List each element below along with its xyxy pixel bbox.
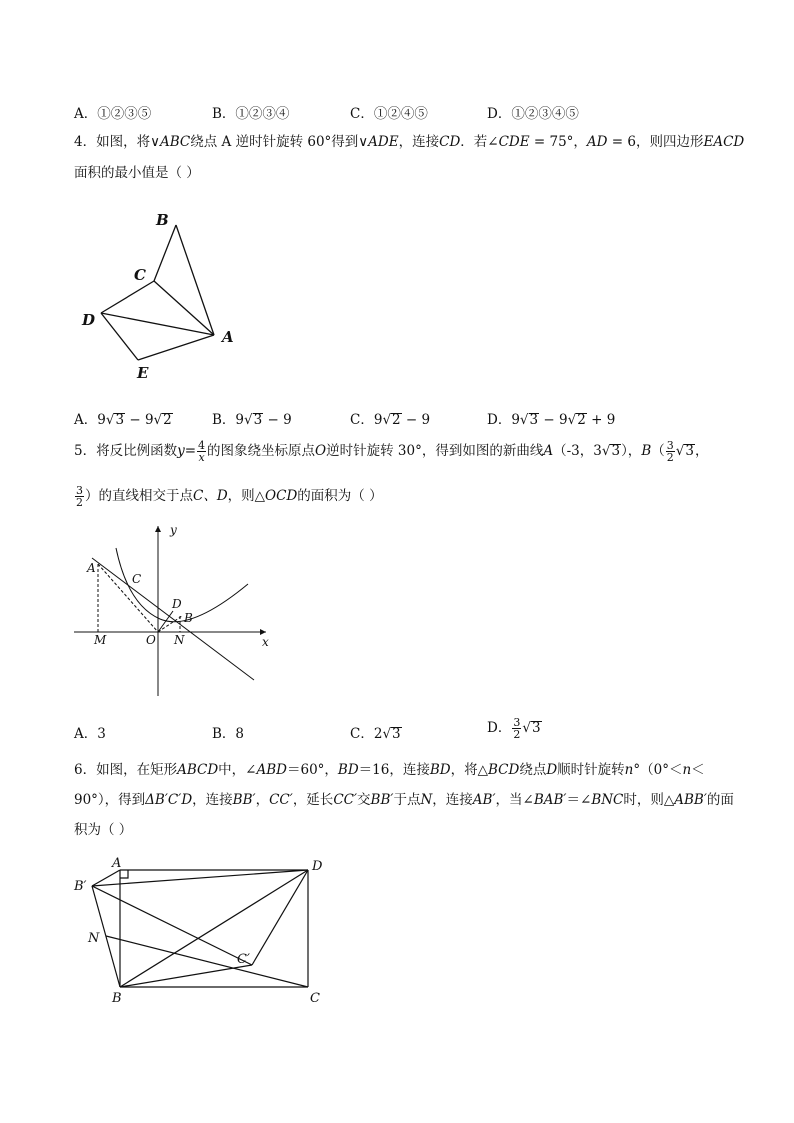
q5-stem-line1: 5．将反比例函数y= $\frac{4}{x}$ 的图象绕坐标原点O逆时针旋转 30°，得到如图的新曲线A（-3，3√3），B（ $\frac{3}{2}$ √3， (74, 439, 709, 464)
q5-option-a: A．3 (74, 726, 106, 742)
q3-option-b: B．①②③④ (212, 106, 290, 122)
q5-label-d: D (172, 597, 182, 611)
q6-stem-line3: 积为（ ） (74, 822, 133, 838)
q5-label-c: C (132, 572, 142, 586)
q4-option-d: D．9√3 − 9√2 + 9 (487, 412, 616, 428)
q4-label-a: A (222, 328, 234, 346)
q5-label-o: O (146, 633, 156, 647)
q6-label-d: D (312, 859, 323, 874)
q6-label-c: C (310, 991, 320, 1006)
q5-option-d: D． $\frac{3}{2}$ √3 (487, 716, 541, 741)
q4-option-a: A．9√3 − 9√2 (74, 412, 172, 428)
q4-stem-line1: 4．如图，将∨ABC绕点 A 逆时针旋转 60°得到∨ADE，连接CD．若∠CDE = 75°，AD = 6，则四边形EACD (74, 134, 745, 150)
q5-figure (70, 520, 280, 702)
q5-stem-line2: $\frac{3}{2}$ ）的直线相交于点C、D，则△OCD的面积为（ ） (76, 484, 383, 509)
q3-option-a: A．①②③⑤ (74, 106, 152, 122)
q4-label-d: D (82, 311, 96, 329)
q5-option-c: C．2√3 (350, 726, 401, 742)
q4-figure (74, 205, 244, 385)
q5-label-x: x (262, 635, 269, 649)
q5-option-b: B．8 (212, 726, 245, 742)
q4-stem-line2: 面积的最小值是（ ） (74, 165, 200, 181)
q6-figure (70, 850, 340, 1010)
q4-label-c: C (134, 266, 146, 284)
q5-label-n: N (174, 633, 185, 647)
q3-option-c: C．①②④⑤ (350, 106, 428, 122)
q3-option-d: D．①②③④⑤ (487, 106, 579, 122)
q5-label-y: y (170, 523, 177, 537)
q4-option-c: C．9√2 − 9 (350, 412, 431, 428)
q4-label-e: E (137, 364, 149, 382)
q6-label-c-prime: C′ (237, 952, 250, 967)
q6-label-a: A (112, 856, 122, 871)
q5-label-b: B (184, 611, 193, 625)
q6-label-b: B (112, 991, 122, 1006)
q4-label-b: B (156, 211, 169, 229)
q6-label-b-prime: B′ (74, 879, 87, 894)
q6-stem-line2: 90°），得到ΔB′C′D，连接BB′，CC′，延长CC′交BB′于点N，连接AB′，当∠BAB′＝∠BNC时，则△ABB′的面 (74, 792, 734, 808)
q6-stem-line1: 6．如图，在矩形ABCD中，∠ABD＝60°，BD＝16，连接BD，将△BCD绕点D顺时针旋转n°（0°＜n＜ (74, 762, 705, 778)
q5-label-a: A (87, 561, 96, 575)
q6-label-n: N (88, 931, 100, 946)
q4-option-b: B．9√3 − 9 (212, 412, 292, 428)
q5-label-m: M (94, 633, 107, 647)
